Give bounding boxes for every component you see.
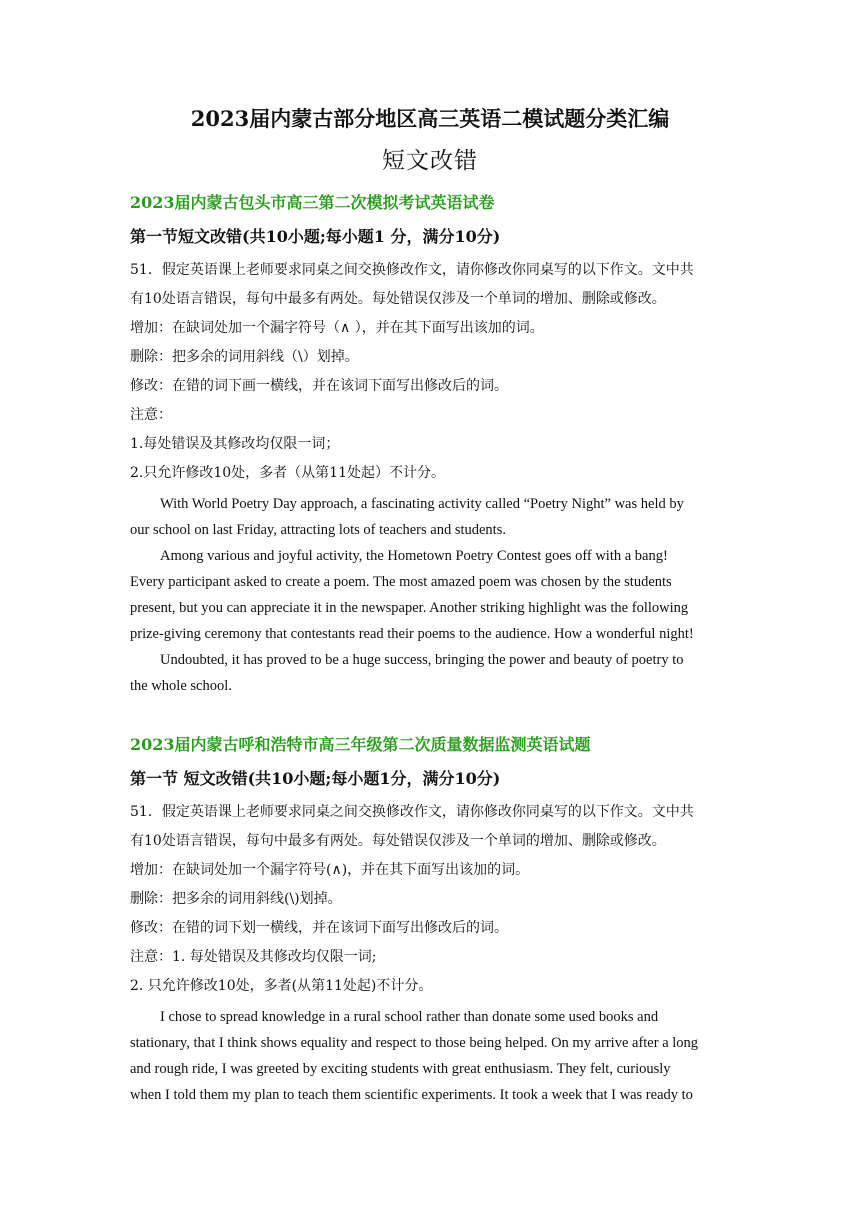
passage-line: I chose to spread knowledge in a rural school rather than donate some used books and xyxy=(160,1009,659,1025)
document-subtitle: 短文改错 xyxy=(382,148,478,174)
passage-line: Among various and joyful activity, the Hometown Poetry Contest goes off with a bang! xyxy=(160,548,668,564)
passage-line: Undoubted, it has proved to be a huge success, bringing the power and beauty of poetry to xyxy=(160,652,684,668)
section-part-title: 第一节 短文改错(共10小题;每小题1分，满分10分) xyxy=(130,769,501,788)
passage-line: the whole school. xyxy=(130,678,232,694)
passage-line: With World Poetry Day approach, a fascinating activity called “Poetry Night” was held by xyxy=(160,496,684,512)
section-heading: 2023届内蒙古呼和浩特市高三年级第二次质量数据监测英语试题 xyxy=(130,735,591,754)
instruction-line: 增加：在缺词处加一个漏字符号(∧)，并在其下面写出该加的词。 xyxy=(130,862,530,878)
instruction-line: 修改：在错的词下划一横线，并在该词下面写出修改后的词。 xyxy=(130,920,508,936)
passage-line: and rough ride, I was greeted by exciting students with great enthusiasm. They felt, curiously xyxy=(130,1061,671,1077)
instruction-line: 删除：把多余的词用斜线(\)划掉。 xyxy=(130,891,342,907)
instruction-line: 修改：在错的词下画一横线，并在该词下面写出修改后的词。 xyxy=(130,378,508,394)
instruction-line: 2. 只允许修改10处，多者(从第11处起)不计分。 xyxy=(130,978,433,994)
passage-line: prize-giving ceremony that contestants read their poems to the audience. How a wonderful night! xyxy=(130,626,694,642)
passage-line: present, but you can appreciate it in the newspaper. Another striking highlight was the following xyxy=(130,600,689,616)
instruction-line: 删除：把多余的词用斜线（\）划掉。 xyxy=(130,349,359,365)
passage-line: our school on last Friday, attracting lots of teachers and students. xyxy=(130,522,506,538)
passage-line: when I told them my plan to teach them scientific experiments. It took a week that I was ready to xyxy=(130,1087,693,1103)
passage-line: stationary, that I think shows equality and respect to those being helped. On my arrive after a long xyxy=(130,1035,699,1051)
instruction-line: 1.每处错误及其修改均仅限一词； xyxy=(130,436,340,452)
section-part-title: 第一节短文改错(共10小题;每小题1 分，满分10分) xyxy=(130,227,501,246)
instruction-line: 有10处语言错误，每句中最多有两处。每处错误仅涉及一个单词的增加、删除或修改。 xyxy=(130,291,666,307)
instruction-line: 注意：1. 每处错误及其修改均仅限一词; xyxy=(130,949,377,965)
instruction-line: 注意： xyxy=(130,407,172,423)
passage-line: Every participant asked to create a poem. The most amazed poem was chosen by the students xyxy=(130,574,672,590)
instruction-line: 51．假定英语课上老师要求同桌之间交换修改作文，请你修改你同桌写的以下作文。文中共 xyxy=(130,804,694,820)
section-heading: 2023届内蒙古包头市高三第二次模拟考试英语试卷 xyxy=(130,193,495,212)
document-title: 2023届内蒙古部分地区高三英语二模试题分类汇编 xyxy=(190,106,670,131)
instruction-line: 51．假定英语课上老师要求同桌之间交换修改作文，请你修改你同桌写的以下作文。文中共 xyxy=(130,262,694,278)
instruction-line: 有10处语言错误，每句中最多有两处。每处错误仅涉及一个单词的增加、删除或修改。 xyxy=(130,833,666,849)
instruction-line: 增加：在缺词处加一个漏字符号（∧ ），并在其下面写出该加的词。 xyxy=(130,320,544,336)
instruction-line: 2.只允许修改10处，多者（从第11处起）不计分。 xyxy=(130,465,445,481)
